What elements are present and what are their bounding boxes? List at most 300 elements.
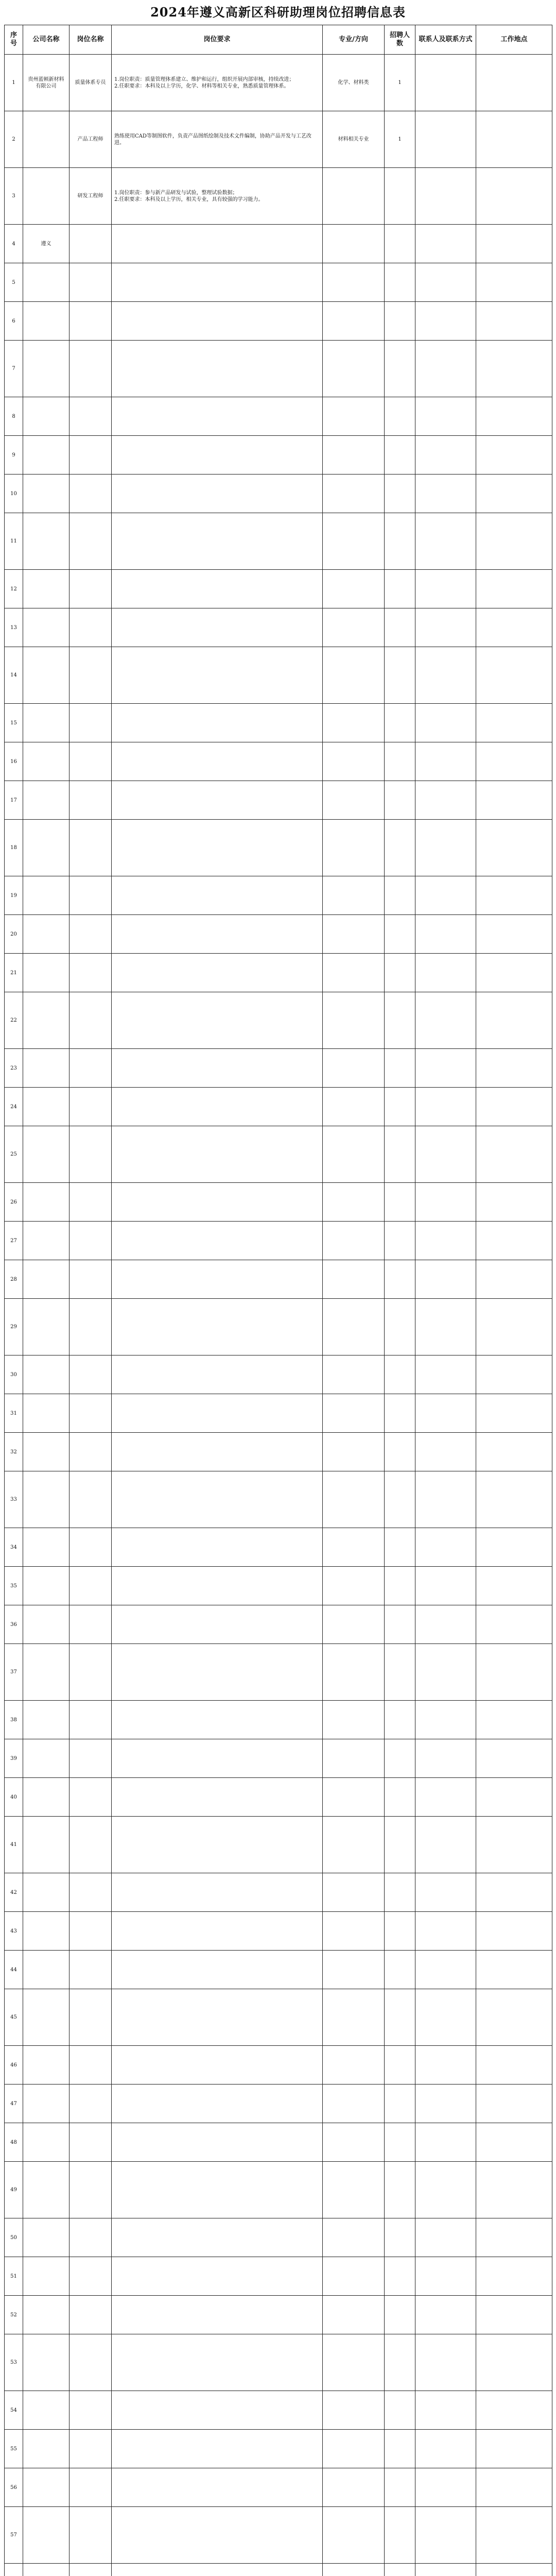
cell-no: 39 [5, 1739, 23, 1778]
cell-count [385, 876, 415, 915]
cell-company [23, 2123, 70, 2162]
cell-location [476, 1912, 552, 1951]
cell-contact [415, 341, 476, 397]
cell-count: 1 [385, 55, 415, 111]
cell-major [323, 704, 385, 742]
cell-location [476, 1355, 552, 1394]
table-row [5, 915, 552, 954]
cell-no: 38 [5, 1701, 23, 1739]
cell-position: 研发工程师 [70, 168, 112, 225]
table-row [5, 1739, 552, 1778]
cell-company [23, 1644, 70, 1701]
cell-count [385, 820, 415, 876]
cell-company [23, 1355, 70, 1394]
cell-requirements [112, 474, 323, 513]
cell-no: 3 [5, 168, 23, 225]
cell-no: 10 [5, 474, 23, 513]
cell-no: 13 [5, 608, 23, 647]
cell-no: 41 [5, 1817, 23, 1873]
cell-no: 14 [5, 647, 23, 704]
cell-location [476, 397, 552, 436]
cell-location [476, 225, 552, 263]
cell-major [323, 1701, 385, 1739]
cell-requirements [112, 1088, 323, 1126]
cell-position [70, 1049, 112, 1088]
cell-count [385, 647, 415, 704]
table-row [5, 1299, 552, 1355]
cell-company [23, 1088, 70, 1126]
cell-position [70, 876, 112, 915]
cell-company [23, 781, 70, 820]
cell-requirements [112, 2334, 323, 2391]
cell-company [23, 2468, 70, 2507]
cell-position [70, 608, 112, 647]
cell-major [323, 168, 385, 225]
cell-location [476, 2296, 552, 2334]
cell-requirements [112, 1873, 323, 1912]
cell-no: 53 [5, 2334, 23, 2391]
cell-company [23, 474, 70, 513]
cell-major [323, 2507, 385, 2564]
cell-major [323, 2162, 385, 2218]
cell-count [385, 1873, 415, 1912]
cell-count [385, 2430, 415, 2468]
cell-contact [415, 474, 476, 513]
cell-major [323, 397, 385, 436]
cell-major [323, 2564, 385, 2576]
cell-requirements [112, 742, 323, 781]
table-row [5, 1355, 552, 1394]
cell-location [476, 1126, 552, 1183]
cell-company [23, 2257, 70, 2296]
cell-location [476, 1605, 552, 1644]
cell-company [23, 1912, 70, 1951]
cell-position [70, 1912, 112, 1951]
cell-count [385, 1088, 415, 1126]
cell-location [476, 2046, 552, 2084]
cell-no: 24 [5, 1088, 23, 1126]
cell-company [23, 820, 70, 876]
cell-count [385, 742, 415, 781]
document-page [4, 0, 552, 2538]
cell-count [385, 1355, 415, 1394]
table-row [5, 1433, 552, 1471]
cell-requirements [112, 1989, 323, 2046]
cell-location [476, 1299, 552, 1355]
cell-requirements [112, 992, 323, 1049]
cell-count [385, 513, 415, 570]
cell-count [385, 704, 415, 742]
cell-position [70, 436, 112, 474]
cell-requirements [112, 2257, 323, 2296]
cell-location [476, 704, 552, 742]
cell-count [385, 1471, 415, 1528]
table-row [5, 2046, 552, 2084]
cell-position [70, 1088, 112, 1126]
cell-no: 31 [5, 1394, 23, 1433]
cell-position [70, 570, 112, 608]
cell-location [476, 1433, 552, 1471]
cell-no: 21 [5, 954, 23, 992]
cell-location [476, 608, 552, 647]
cell-no: 2 [5, 111, 23, 168]
cell-major [323, 1567, 385, 1605]
cell-major [323, 2334, 385, 2391]
cell-location [476, 954, 552, 992]
cell-no: 34 [5, 1528, 23, 1567]
cell-no: 26 [5, 1183, 23, 1222]
cell-requirements [112, 647, 323, 704]
cell-location [476, 2084, 552, 2123]
cell-requirements [112, 2296, 323, 2334]
cell-major [323, 1299, 385, 1355]
cell-contact [415, 992, 476, 1049]
cell-company [23, 2334, 70, 2391]
cell-count [385, 2564, 415, 2576]
cell-company [23, 2084, 70, 2123]
cell-count [385, 2296, 415, 2334]
cell-major [323, 1951, 385, 1989]
cell-position [70, 1701, 112, 1739]
cell-no: 22 [5, 992, 23, 1049]
cell-requirements [112, 263, 323, 302]
cell-no: 30 [5, 1355, 23, 1394]
cell-requirements [112, 1778, 323, 1817]
cell-no: 50 [5, 2218, 23, 2257]
cell-requirements [112, 2564, 323, 2576]
cell-major [323, 1912, 385, 1951]
cell-position [70, 513, 112, 570]
cell-company [23, 992, 70, 1049]
cell-major [323, 302, 385, 341]
cell-no: 20 [5, 915, 23, 954]
cell-count [385, 1528, 415, 1567]
cell-location [476, 1817, 552, 1873]
cell-location [476, 1471, 552, 1528]
cell-contact [415, 1222, 476, 1260]
cell-no: 16 [5, 742, 23, 781]
cell-position [70, 2334, 112, 2391]
cell-contact [415, 704, 476, 742]
cell-no: 32 [5, 1433, 23, 1471]
cell-company [23, 436, 70, 474]
table-row [5, 992, 552, 1049]
cell-contact [415, 2084, 476, 2123]
table-row [5, 1989, 552, 2046]
table-row [5, 954, 552, 992]
cell-location [476, 992, 552, 1049]
cell-contact [415, 2218, 476, 2257]
table-row [5, 1912, 552, 1951]
cell-position: 质量体系专员 [70, 55, 112, 111]
cell-location [476, 263, 552, 302]
cell-count [385, 1644, 415, 1701]
cell-contact [415, 263, 476, 302]
cell-contact [415, 1644, 476, 1701]
cell-contact [415, 1605, 476, 1644]
cell-count [385, 2123, 415, 2162]
table-row [5, 1701, 552, 1739]
cell-no: 36 [5, 1605, 23, 1644]
cell-company [23, 1701, 70, 1739]
table-row [5, 436, 552, 474]
cell-contact [415, 876, 476, 915]
cell-location [476, 570, 552, 608]
cell-count [385, 781, 415, 820]
cell-contact [415, 1873, 476, 1912]
cell-no: 8 [5, 397, 23, 436]
cell-position [70, 1528, 112, 1567]
table-row [5, 225, 552, 263]
cell-major [323, 608, 385, 647]
cell-position [70, 263, 112, 302]
cell-position [70, 2162, 112, 2218]
cell-count [385, 474, 415, 513]
cell-count [385, 2218, 415, 2257]
cell-company [23, 1817, 70, 1873]
cell-company [23, 2391, 70, 2430]
cell-count [385, 1394, 415, 1433]
cell-company [23, 168, 70, 225]
cell-major [323, 1605, 385, 1644]
cell-requirements [112, 1739, 323, 1778]
cell-requirements [112, 1183, 323, 1222]
cell-company [23, 1989, 70, 2046]
cell-position [70, 1567, 112, 1605]
cell-position [70, 1222, 112, 1260]
cell-contact [415, 55, 476, 111]
cell-no: 47 [5, 2084, 23, 2123]
cell-company [23, 111, 70, 168]
cell-major [323, 570, 385, 608]
cell-contact [415, 1260, 476, 1299]
header-no: 序号 [5, 25, 23, 55]
cell-location [476, 2430, 552, 2468]
cell-no [5, 2564, 23, 2576]
cell-location [476, 2162, 552, 2218]
cell-count [385, 992, 415, 1049]
table-row [5, 570, 552, 608]
cell-major [323, 1049, 385, 1088]
cell-major [323, 2468, 385, 2507]
cell-contact [415, 2046, 476, 2084]
cell-contact [415, 1355, 476, 1394]
cell-count [385, 1989, 415, 2046]
cell-position [70, 2123, 112, 2162]
cell-position [70, 2218, 112, 2257]
cell-position: 产品工程师 [70, 111, 112, 168]
cell-count [385, 608, 415, 647]
cell-requirements [112, 1817, 323, 1873]
cell-contact [415, 2162, 476, 2218]
cell-no: 7 [5, 341, 23, 397]
cell-company [23, 513, 70, 570]
cell-contact [415, 570, 476, 608]
cell-position [70, 341, 112, 397]
header-position: 岗位名称 [70, 25, 112, 55]
cell-position [70, 1817, 112, 1873]
cell-company [23, 2162, 70, 2218]
table-row [5, 704, 552, 742]
cell-no: 28 [5, 1260, 23, 1299]
cell-company [23, 302, 70, 341]
cell-company [23, 2564, 70, 2576]
cell-requirements [112, 1471, 323, 1528]
cell-major: 材料相关专业 [323, 111, 385, 168]
cell-count [385, 1126, 415, 1183]
cell-requirements [112, 1433, 323, 1471]
cell-location [476, 2334, 552, 2391]
cell-company [23, 1471, 70, 1528]
cell-no: 6 [5, 302, 23, 341]
cell-company [23, 2296, 70, 2334]
table-row [5, 2296, 552, 2334]
cell-contact [415, 1567, 476, 1605]
cell-position [70, 1355, 112, 1394]
cell-no: 19 [5, 876, 23, 915]
cell-position [70, 954, 112, 992]
cell-count [385, 1951, 415, 1989]
cell-major [323, 513, 385, 570]
cell-requirements [112, 225, 323, 263]
cell-no: 46 [5, 2046, 23, 2084]
cell-location [476, 1989, 552, 2046]
cell-contact [415, 1183, 476, 1222]
cell-requirements [112, 915, 323, 954]
cell-company [23, 1260, 70, 1299]
cell-contact [415, 820, 476, 876]
cell-major [323, 1528, 385, 1567]
cell-major [323, 1989, 385, 2046]
cell-count [385, 2334, 415, 2391]
cell-requirements [112, 1567, 323, 1605]
cell-major [323, 1644, 385, 1701]
table-row [5, 2334, 552, 2391]
table-row [5, 1528, 552, 1567]
cell-count [385, 2084, 415, 2123]
cell-count [385, 570, 415, 608]
cell-location [476, 1222, 552, 1260]
table-row [5, 742, 552, 781]
cell-position [70, 647, 112, 704]
cell-company [23, 2430, 70, 2468]
cell-count [385, 1260, 415, 1299]
cell-company [23, 954, 70, 992]
cell-position [70, 1989, 112, 2046]
cell-major [323, 2430, 385, 2468]
cell-count [385, 1817, 415, 1873]
cell-no: 42 [5, 1873, 23, 1912]
cell-major [323, 2084, 385, 2123]
cell-location [476, 1260, 552, 1299]
cell-requirements [112, 820, 323, 876]
cell-requirements [112, 954, 323, 992]
cell-location [476, 1049, 552, 1088]
table-row [5, 2507, 552, 2564]
cell-requirements [112, 1126, 323, 1183]
cell-major [323, 992, 385, 1049]
cell-position [70, 1873, 112, 1912]
cell-major [323, 2257, 385, 2296]
table-row [5, 302, 552, 341]
cell-requirements [112, 2507, 323, 2564]
cell-position [70, 1260, 112, 1299]
table-row [5, 1260, 552, 1299]
cell-major [323, 742, 385, 781]
cell-location [476, 474, 552, 513]
table-row [5, 781, 552, 820]
cell-no: 25 [5, 1126, 23, 1183]
cell-requirements [112, 1605, 323, 1644]
cell-position [70, 1739, 112, 1778]
cell-requirements [112, 2123, 323, 2162]
cell-location [476, 647, 552, 704]
cell-company [23, 1778, 70, 1817]
table-row [5, 1126, 552, 1183]
cell-company [23, 2046, 70, 2084]
cell-requirements [112, 781, 323, 820]
cell-position [70, 1126, 112, 1183]
cell-position [70, 781, 112, 820]
cell-requirements [112, 1355, 323, 1394]
cell-company [23, 1739, 70, 1778]
cell-position [70, 1183, 112, 1222]
cell-requirements [112, 2084, 323, 2123]
cell-location [476, 111, 552, 168]
cell-contact [415, 1739, 476, 1778]
cell-location [476, 1739, 552, 1778]
cell-company [23, 1605, 70, 1644]
cell-requirements [112, 341, 323, 397]
cell-no: 48 [5, 2123, 23, 2162]
cell-count [385, 397, 415, 436]
cell-count [385, 1701, 415, 1739]
cell-contact [415, 1471, 476, 1528]
cell-location [476, 1088, 552, 1126]
cell-no: 11 [5, 513, 23, 570]
table-row [5, 1605, 552, 1644]
cell-position [70, 302, 112, 341]
cell-location [476, 436, 552, 474]
cell-location [476, 1951, 552, 1989]
cell-major [323, 1126, 385, 1183]
cell-company [23, 1567, 70, 1605]
cell-position [70, 1605, 112, 1644]
header-major: 专业/方向 [323, 25, 385, 55]
cell-contact [415, 168, 476, 225]
cell-position [70, 1644, 112, 1701]
cell-no: 52 [5, 2296, 23, 2334]
cell-requirements [112, 1394, 323, 1433]
cell-contact [415, 1299, 476, 1355]
table-header-row [5, 25, 552, 55]
cell-no: 5 [5, 263, 23, 302]
cell-contact [415, 2391, 476, 2430]
cell-no: 29 [5, 1299, 23, 1355]
cell-major [323, 263, 385, 302]
cell-requirements [112, 608, 323, 647]
cell-major [323, 341, 385, 397]
table-row [5, 1049, 552, 1088]
cell-count [385, 2257, 415, 2296]
cell-contact [415, 781, 476, 820]
cell-requirements [112, 397, 323, 436]
cell-location [476, 168, 552, 225]
cell-count [385, 341, 415, 397]
cell-contact [415, 915, 476, 954]
cell-location [476, 1394, 552, 1433]
cell-contact [415, 1701, 476, 1739]
